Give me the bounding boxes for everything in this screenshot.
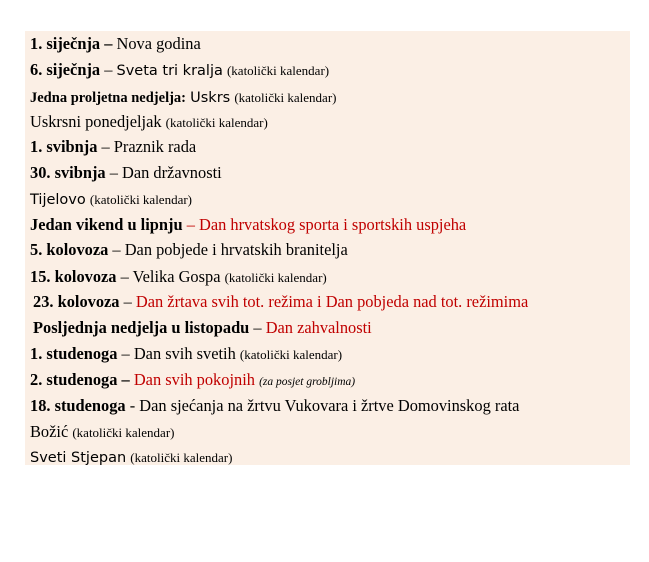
holiday-name: Tijelovo xyxy=(30,192,86,208)
holiday-line-10 xyxy=(30,267,327,288)
holiday-name: Sveti Stjepan xyxy=(30,450,127,466)
holiday-line-11 xyxy=(33,292,528,312)
holiday-note: (katolički kalendar) xyxy=(224,270,327,285)
holiday-date: Jedan vikend u lipnju xyxy=(30,215,183,234)
holiday-note: (katolički kalendar) xyxy=(165,115,268,130)
holiday-date-day: 23 xyxy=(33,292,50,311)
holiday-line-17 xyxy=(30,447,232,468)
separator: – xyxy=(117,344,134,363)
holiday-line-6 xyxy=(30,163,222,183)
holiday-date: 1. studenoga xyxy=(30,344,118,363)
holiday-line-7 xyxy=(30,189,192,210)
holiday-name: Velika Gospa xyxy=(132,267,221,286)
holiday-name: Uskrsni ponedjeljak xyxy=(30,112,162,131)
separator: – xyxy=(116,267,133,286)
holiday-name: Uskrs xyxy=(190,90,231,106)
holiday-date: 5. kolovoza xyxy=(30,240,109,259)
holiday-date: Jedna proljetna nedjelja: xyxy=(30,90,187,106)
holiday-note: (katolički kalendar) xyxy=(234,90,337,105)
holiday-name: Dan hrvatskog sporta i sportskih uspjeha xyxy=(198,215,467,234)
holiday-name: Dan pobjede i hrvatskih branitelja xyxy=(124,240,348,259)
holiday-name: Dan državnosti xyxy=(122,163,222,182)
holiday-note: (za posjet grobljima) xyxy=(259,376,356,388)
holiday-line-4 xyxy=(30,112,268,133)
holiday-line-8 xyxy=(30,215,466,235)
holiday-line-12 xyxy=(33,318,372,338)
holiday-note: (katolički kalendar) xyxy=(226,63,330,78)
separator: – xyxy=(97,137,114,156)
holiday-name: Božić xyxy=(30,422,69,441)
holiday-name: Dan sjećanja na žrtvu Vukovara i žrtve Domovinskog rata xyxy=(139,396,520,415)
holiday-date: Posljednja nedjelja u listopadu xyxy=(33,318,250,337)
holiday-line-5 xyxy=(30,137,196,157)
holiday-list-panel xyxy=(25,31,630,465)
separator: - xyxy=(125,396,140,415)
holiday-line-2 xyxy=(30,60,329,81)
holiday-line-13 xyxy=(30,344,342,365)
holiday-line-1 xyxy=(30,34,201,54)
holiday-date: 6. siječnja xyxy=(30,60,101,79)
holiday-note: (katolički kalendar) xyxy=(72,425,175,440)
separator: – xyxy=(100,60,117,79)
holiday-name: Nova godina xyxy=(116,34,201,53)
holiday-name: Dan svih pokojnih xyxy=(133,370,255,389)
holiday-date: 1. siječnja – xyxy=(30,34,113,53)
holiday-line-9 xyxy=(30,240,348,260)
separator: – xyxy=(105,163,122,182)
holiday-date: 30. svibnja xyxy=(30,163,106,182)
holiday-line-15 xyxy=(30,396,519,416)
holiday-note: (katolički kalendar) xyxy=(130,450,233,465)
holiday-date: 18. studenoga xyxy=(30,396,126,415)
holiday-note: (katolički kalendar) xyxy=(239,347,343,362)
holiday-date-month: . kolovoza xyxy=(49,292,120,311)
holiday-name: Dan svih svetih xyxy=(133,344,236,363)
holiday-name: Dan žrtava svih tot. režima i Dan pobjeda nad tot. režimima xyxy=(135,292,529,311)
holiday-date: 1. svibnja xyxy=(30,137,98,156)
holiday-line-3 xyxy=(30,87,336,108)
holiday-date: 2. studenoga – xyxy=(30,370,130,389)
holiday-name: Praznik rada xyxy=(113,137,197,156)
holiday-name: Sveta tri kralja xyxy=(116,63,223,79)
separator: – xyxy=(119,292,136,311)
holiday-date: 15. kolovoza xyxy=(30,267,117,286)
holiday-line-14 xyxy=(30,370,355,392)
separator: – xyxy=(108,240,125,259)
separator: – xyxy=(182,215,199,234)
holiday-line-16 xyxy=(30,422,175,443)
holiday-note: (katolički kalendar) xyxy=(89,192,193,207)
separator: – xyxy=(249,318,266,337)
holiday-name: Dan zahvalnosti xyxy=(265,318,372,337)
